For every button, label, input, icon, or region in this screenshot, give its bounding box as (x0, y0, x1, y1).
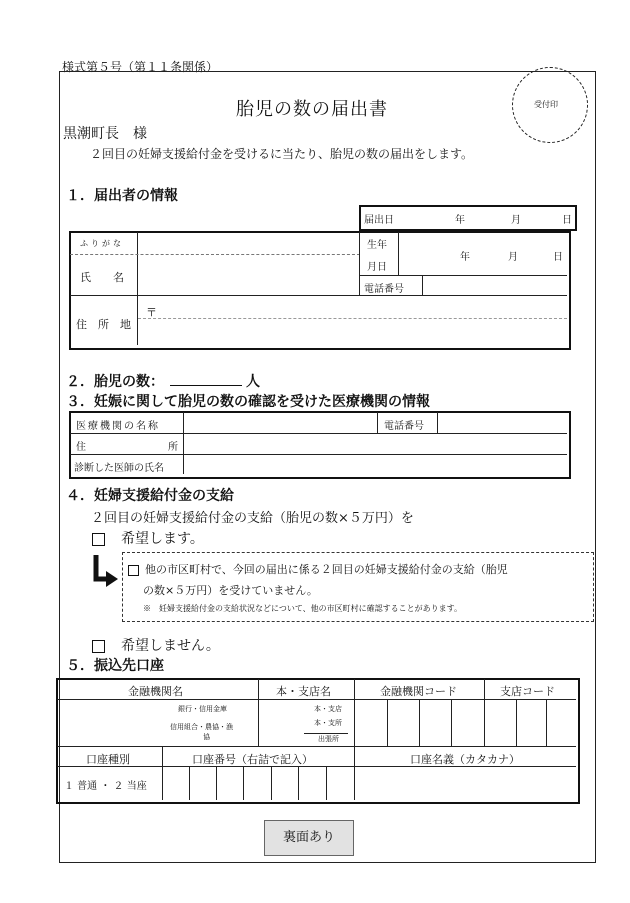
bank-institution-label: 金融機関名 (128, 685, 183, 698)
divider (137, 232, 138, 295)
section-5-heading: ５．振込先口座 (66, 658, 164, 674)
account-type-label: 口座種別 (86, 753, 130, 766)
account-type-value[interactable]: １ 普通 ・ ２ 当座 (64, 781, 147, 792)
divider (422, 275, 423, 295)
sub-option-line2: の数×５万円）を受けていません。 (143, 584, 318, 597)
postal-mark: 〒 (146, 306, 157, 319)
birth-year-unit[interactable]: 年 (460, 252, 470, 263)
name-label: 氏 名 (80, 271, 124, 284)
bank-branch-type-2: 本・支所 (314, 719, 342, 727)
bank-inst-type-2: 信用組合・農協・漁 (170, 723, 233, 731)
divider (70, 295, 567, 296)
divider (398, 232, 399, 275)
addressee: 黒潮町長 様 (63, 126, 147, 142)
bank-inst-code-input[interactable] (357, 702, 482, 744)
reception-stamp-label: 受付印 (534, 100, 558, 109)
divider (484, 679, 485, 746)
divider (377, 412, 378, 433)
reverse-side-button[interactable] (264, 820, 354, 856)
section-3-heading: ３．妊娠に関して胎児の数の確認を受けた医療機関の情報 (66, 394, 430, 410)
bank-branch-label: 本・支店名 (276, 685, 331, 698)
phone-label: 電話番号 (364, 284, 404, 295)
divider (437, 412, 438, 433)
medical-address-label-1: 住 (76, 442, 86, 453)
divider (70, 433, 567, 434)
section-2-heading: ２．胎児の数： (66, 374, 164, 390)
section-1-heading: １．届出者の情報 (66, 188, 178, 204)
medical-address-label-2: 所 (168, 442, 178, 453)
sub-option-note: ※ 妊婦支援給付金の支給状況などについて、他の市区町村に確認することがあります。 (143, 604, 463, 613)
wish-yes-option[interactable] (92, 528, 204, 548)
divider (354, 679, 355, 746)
birth-day-unit[interactable]: 日 (553, 252, 563, 263)
bank-inst-type-3: 協 (203, 733, 210, 741)
address-input[interactable] (160, 300, 560, 342)
furigana-label: ふりがな (80, 239, 124, 248)
medical-facility-input[interactable] (186, 414, 374, 432)
divider (359, 232, 360, 295)
account-number-label: 口座番号（右詰で記入） (192, 753, 313, 766)
divider (258, 679, 259, 746)
divider (137, 295, 138, 345)
wish-no-checkbox[interactable] (92, 640, 105, 653)
arrow-down-right-icon (92, 553, 122, 593)
reverse-side-label: 裏面あり (282, 830, 335, 845)
furigana-input[interactable] (140, 234, 356, 252)
bank-inst-type-1: 銀行・信用金庫 (178, 705, 227, 713)
sub-option-text-1: 他の市区町村で、今回の届出に係る２回目の妊婦支援給付金の支給（胎児 (145, 563, 508, 576)
address-label: 住 所 地 (76, 318, 131, 331)
filing-date-year[interactable]: 年 (455, 214, 465, 226)
bank-branch-code-input[interactable] (487, 702, 574, 744)
bank-branch-type-3: 出張所 (318, 735, 339, 743)
filing-date-label: 届出日 (364, 214, 394, 226)
filing-date-box (359, 205, 577, 231)
birth-label-1: 生年 (367, 240, 387, 251)
wish-yes-checkbox[interactable] (92, 533, 105, 546)
account-holder-input[interactable] (357, 769, 573, 798)
medical-address-input[interactable] (186, 435, 564, 453)
bank-inst-code-label: 金融機関コード (380, 685, 457, 698)
bank-branch-code-label: 支店コード (500, 685, 555, 698)
divider (57, 699, 576, 700)
birth-month-unit[interactable]: 月 (508, 252, 518, 263)
account-holder-label: 口座名義（カタカナ） (410, 753, 520, 766)
divider (57, 746, 576, 747)
medical-phone-label: 電話番号 (384, 421, 424, 432)
divider (162, 747, 163, 800)
wish-yes-label: 希望します。 (121, 531, 204, 547)
name-input[interactable] (140, 257, 356, 293)
form-number: 様式第５号（第１１条関係） (62, 60, 219, 74)
divider (360, 275, 567, 276)
intro-text: ２回目の妊婦支援給付金を受けるに当たり、胎児の数の届出をします。 (90, 147, 474, 161)
divider (70, 254, 360, 255)
bank-branch-type-1: 本・支店 (314, 705, 342, 713)
divider (354, 747, 355, 800)
filing-date-day[interactable]: 日 (562, 214, 572, 226)
divider (70, 454, 567, 455)
fetus-count-input[interactable] (170, 370, 242, 386)
benefit-statement: ２回目の妊婦支援給付金の支給（胎児の数×５万円）を (91, 511, 414, 526)
bank-institution-input[interactable] (60, 702, 170, 744)
wish-no-label: 希望しません。 (121, 638, 220, 654)
sub-option-line1[interactable] (128, 561, 508, 577)
sub-option-checkbox[interactable] (128, 565, 139, 576)
filing-date-month[interactable]: 月 (511, 214, 521, 226)
bank-branch-input[interactable] (261, 702, 303, 744)
wish-no-option[interactable] (92, 635, 220, 655)
birth-label-2: 月日 (367, 262, 387, 273)
medical-facility-label: 医療機関の名称 (76, 421, 160, 432)
section-4-heading: ４．妊婦支援給付金の支給 (66, 488, 234, 504)
account-number-input[interactable] (164, 769, 352, 798)
doctor-label: 診断した医師の氏名 (74, 463, 164, 474)
page-title: 胎児の数の届出書 (236, 99, 388, 120)
phone-input[interactable] (424, 277, 564, 294)
divider (183, 412, 184, 474)
fetus-count-unit: 人 (246, 374, 260, 390)
doctor-input[interactable] (186, 456, 564, 473)
medical-phone-input[interactable] (440, 414, 564, 432)
